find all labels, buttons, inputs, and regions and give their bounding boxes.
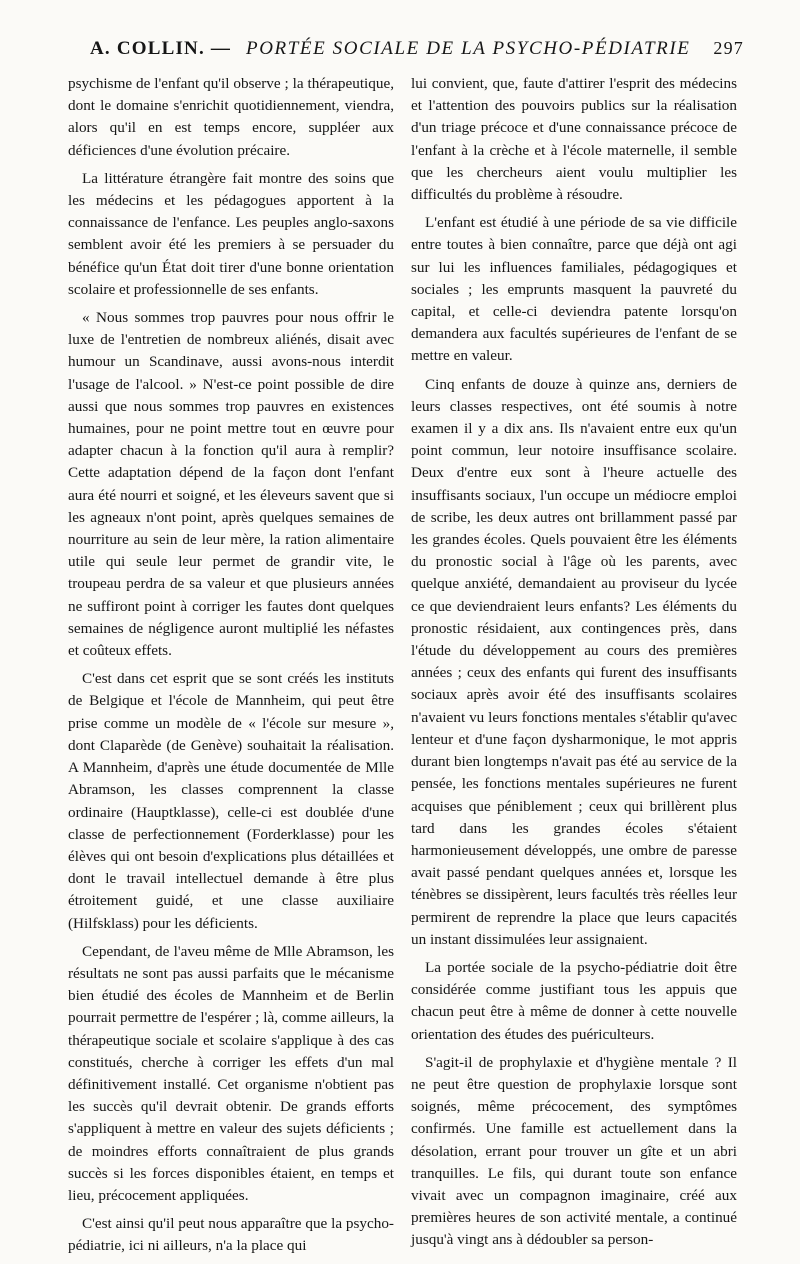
paragraph: psychisme de l'enfant qu'il observe ; la thérapeutique, dont le domaine s'enrichit quotidiennement, viendra, alors qu'il en est temps encore, suppléer aux déficiences d'une évolution précaire. [68,75,394,159]
header-author: A. COLLIN. — [90,38,232,59]
running-header [68,38,744,68]
paragraph: S'agit-il de prophylaxie et d'hygiène mentale ? Il ne peut être question de prophylaxie lorsque sont soignés, même précocement, des symptômes confirmés. Une famille est actuellement dans la désolation, errant pour trouver un gîte et un abri tranquilles. Le fils, qui durant toute son enfance vivait avec un compagnon imaginaire, créé aux premières heures de son activité mentale, a continué jusqu'à vingt ans à dédoubler sa person- [411,1053,737,1249]
paragraph: La littérature étrangère fait montre des soins que les médecins et les pédagogues apportent à la connaissance de l'enfance. Les peuples anglo-saxons semblent avoir été les premiers à se persuader du bénéfice qu'un État doit tirer d'une bonne orientation scolaire et professionnelle de ses enfants. [68,169,394,298]
paragraph: Cependant, de l'aveu même de Mlle Abramson, les résultats ne sont pas aussi parfaits que le mécanisme bien étudié des écoles de Mannheim et de Berlin pourrait permettre de l'espérer ; là, comme ailleurs, la thérapeutique sociale et scolaire s'applique à des cas constitués, cherche à corriger les effets d'un mal définitivement installé. Cet organisme n'obtient pas les succès qu'il devrait obtenir. De grands efforts s'appliquent à mettre en valeur des sujets déficients ; de moindres efforts connaîtraient de plus grands succès si les forces disponibles étaient, en temps et lieu, précocement appliquées. [68,942,394,1204]
paragraph: Cinq enfants de douze à quinze ans, derniers de leurs classes respectives, ont été soumis à notre examen il y a dix ans. Ils n'avaient entre eux qu'un point commun, leur notoire insuffisance scolaire. Deux d'entre eux sont à l'heure actuelle des insuffisants sociaux, l'un occupe un médiocre emploi de scribe, les deux autres ont brillamment passé par les grandes écoles. Quels pouvaient être les éléments du pronostic social à l'âge où les parents, avec quelque anxiété, demandaient au proviseur du lycée ce que deviendraient leurs enfants? Les éléments du pronostic résidaient, aux contingences près, dans l'étude du développement au cours des premières années ; ceux des enfants qui furent des insuffisants sociaux après avoir été des insuffisants scolaires n'avaient vu leurs fonctions mentales s'établir qu'avec lenteur et d'une façon dysharmonique, le mot appris durant bien longtemps n'avait pas été au service de la pensée, les fonctions mentales supérieures ne furent acquises que péniblement ; ceux qui brillèrent plus tard dans les grandes écoles s'étaient harmonieusement développés, une ombre de paresse avait passé pendant quelques années et, lorsque les ténèbres se dissipèrent, leurs facultés très réelles leur permirent de reprendre la place que leurs capacités un instant dissimulées leur assignaient. [411,375,737,948]
paragraph: « Nous sommes trop pauvres pour nous offrir le luxe de l'entretien de nombreux aliénés, disait avec humour un Scandinave, aussi avons-nous interdit l'usage de l'alcool. » N'est-ce point possible de dire aussi que nous sommes trop pauvres en existences humaines, pour ne point mettre tout en œuvre pour adapter chacun à la fonction qu'il aura à remplir? Cette adaptation dépend de la façon dont l'enfant aura été nourri et soigné, et les éleveurs savent que si les agneaux n'ont point, après quelques semaines de nourriture au sein de leur mère, la ration alimentaire utile qui seule leur permet de grandir vite, le troupeau perdra de sa valeur et que plusieurs années ne suffiront point à corriger les fautes dont quelques semaines de négligence auront multiplié les néfastes et coûteux effets. [68,309,394,660]
paragraph: C'est ainsi qu'il peut nous apparaître que la psycho-pédiatrie, ici ni ailleurs, n'a la place qui [68,1215,394,1255]
page-number: 297 [713,38,744,58]
paragraph: C'est dans cet esprit que se sont créés les instituts de Belgique et l'école de Mannheim, qui peut être prise comme un modèle de « l'école sur mesure », dont Claparède (de Genève) souhaitait la réalisation. A Mannheim, d'après une étude documentée de Mlle Abramson, les classes comprennent la classe ordinaire (Hauptklasse), celle-ci est doublée d'une classe de perfectionnement (Forderklasse) pour les élèves qui ont besoin d'explications plus détaillées et dont le travail intellectuel demande à être plus étroitement guidé, et une classe auxiliaire (Hilfsklass) pour les déficients. [68,670,394,932]
left-column [68,73,394,1264]
paragraph: lui convient, que, faute d'attirer l'esprit des médecins et l'attention des pouvoirs publics sur la réalisation d'un triage précoce et d'une connaissance précoce de l'enfant à la crèche et à l'école maternelle, il semble que les chercheurs aient voulu multiplier les difficultés du problème à résoudre. [411,75,737,204]
paragraph: La portée sociale de la psycho-pédiatrie doit être considérée comme justifiant tous les appuis que chacun peut être à même de donner à cette nouvelle orientation des études des puériculteurs. [411,958,737,1043]
paragraph: L'enfant est étudié à une période de sa vie difficile entre toutes à bien connaître, parce que déjà ont agi sur lui les influences familiales, pédagogiques et sociales ; les emprunts masquent la pauvreté du capital, et celle-ci deviendra patente lorsqu'on demandera aux facultés supérieures de l'enfant de se mettre en valeur. [411,214,737,365]
header-title: PORTÉE SOCIALE DE LA PSYCHO-PÉDIATRIE [246,38,691,59]
right-column [411,73,737,1258]
